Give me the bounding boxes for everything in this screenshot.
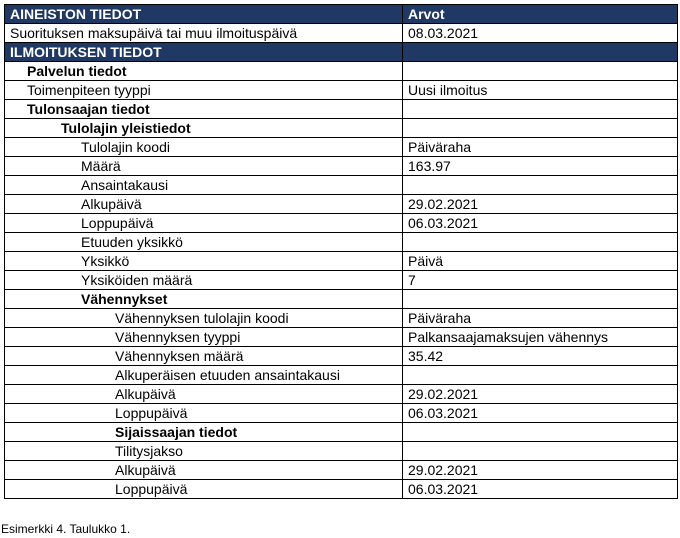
field-name-cell: Tilitysjakso [5,442,403,461]
field-value-cell: Päiväraha [403,138,678,157]
table-row [5,347,678,366]
field-name-cell: Ansaintakausi [5,176,403,195]
field-name-cell: Alkuperäisen etuuden ansaintakausi [5,366,403,385]
table-row [5,252,678,271]
field-value-cell [403,176,678,195]
field-name-cell: AINEISTON TIEDOT [5,5,403,24]
field-value-cell: Uusi ilmoitus [403,81,678,100]
field-value-cell: 29.02.2021 [403,195,678,214]
table-row [5,442,678,461]
table-row [5,404,678,423]
field-name-cell: Määrä [5,157,403,176]
field-value-cell: 06.03.2021 [403,480,678,499]
field-name-cell: Palvelun tiedot [5,62,403,81]
field-value-cell: 35.42 [403,347,678,366]
table-row [5,233,678,252]
field-name-cell: Tulolajin yleistiedot [5,119,403,138]
field-name-cell: Vähennykset [5,290,403,309]
field-name-cell: Vähennyksen tulolajin koodi [5,309,403,328]
field-value-cell: Palkansaajamaksujen vähennys [403,328,678,347]
table-row [5,119,678,138]
field-name-cell: Tulolajin koodi [5,138,403,157]
table-row [5,480,678,499]
field-name-cell: Yksikkö [5,252,403,271]
table-row [5,100,678,119]
data-table [4,4,678,499]
field-value-cell: 29.02.2021 [403,385,678,404]
field-value-cell: 06.03.2021 [403,214,678,233]
table-row [5,366,678,385]
field-name-cell: Yksiköiden määrä [5,271,403,290]
section-header-row [5,5,678,24]
table-row [5,81,678,100]
table-row [5,176,678,195]
field-name-cell: Etuuden yksikkö [5,233,403,252]
table-row [5,138,678,157]
field-value-cell [403,43,678,62]
table-row [5,62,678,81]
field-value-cell [403,62,678,81]
field-value-cell: Arvot [403,5,678,24]
field-name-cell: Sijaissaajan tiedot [5,423,403,442]
table-caption: Esimerkki 4. Taulukko 1. [1,522,131,536]
table-row [5,328,678,347]
field-name-cell: Loppupäivä [5,404,403,423]
field-value-cell: 29.02.2021 [403,461,678,480]
field-value-cell: Päiväraha [403,309,678,328]
field-value-cell: 06.03.2021 [403,404,678,423]
table-row [5,271,678,290]
field-name-cell: Alkupäivä [5,461,403,480]
field-name-cell: Suorituksen maksupäivä tai muu ilmoituspäivä [5,24,403,43]
field-name-cell: Toimenpiteen tyyppi [5,81,403,100]
field-value-cell: Päivä [403,252,678,271]
field-value-cell [403,290,678,309]
field-value-cell [403,233,678,252]
field-value-cell [403,442,678,461]
table-row [5,195,678,214]
section-header-row [5,43,678,62]
field-name-cell: Loppupäivä [5,214,403,233]
field-value-cell [403,119,678,138]
table-body [5,5,678,499]
field-value-cell: 7 [403,271,678,290]
field-name-cell: Alkupäivä [5,195,403,214]
table-row [5,157,678,176]
field-value-cell [403,100,678,119]
field-name-cell: Tulonsaajan tiedot [5,100,403,119]
field-value-cell: 163.97 [403,157,678,176]
field-name-cell: ILMOITUKSEN TIEDOT [5,43,403,62]
field-value-cell: 08.03.2021 [403,24,678,43]
field-name-cell: Vähennyksen tyyppi [5,328,403,347]
field-name-cell: Vähennyksen määrä [5,347,403,366]
table-row [5,309,678,328]
table-row [5,290,678,309]
field-value-cell [403,423,678,442]
table-row [5,214,678,233]
table-row [5,385,678,404]
field-name-cell: Loppupäivä [5,480,403,499]
field-value-cell [403,366,678,385]
table-row [5,423,678,442]
table-row [5,461,678,480]
field-name-cell: Alkupäivä [5,385,403,404]
table-row [5,24,678,43]
